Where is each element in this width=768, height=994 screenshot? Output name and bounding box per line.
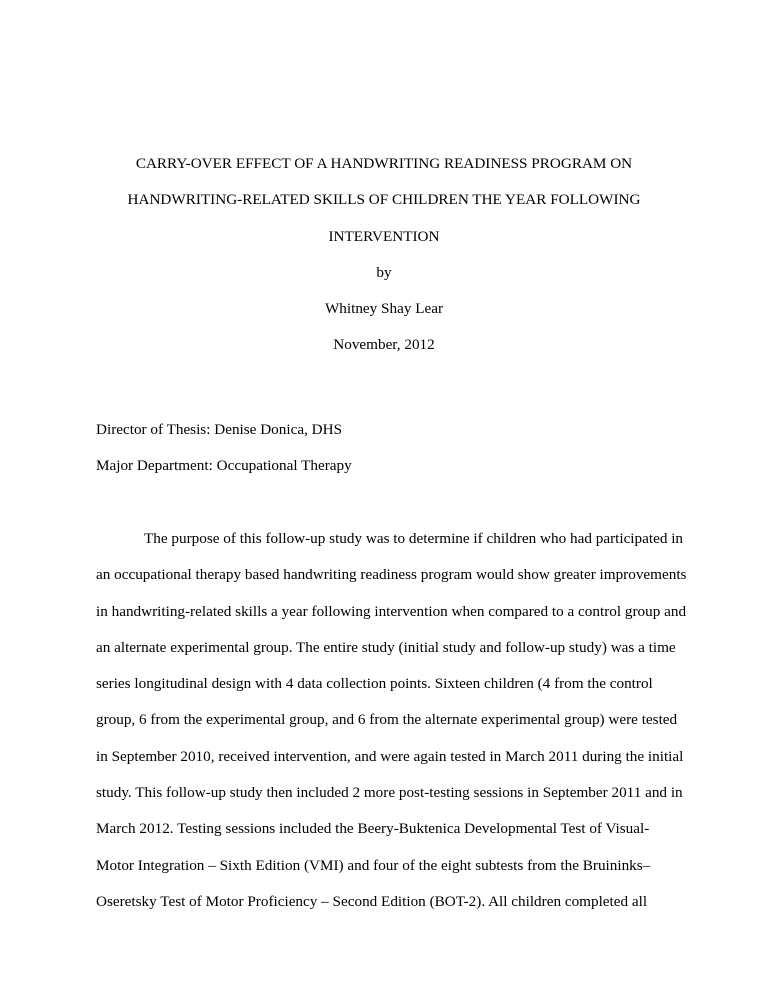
abstract-line: study. This follow-up study then included 2 more post-testing sessions in September 2011 and in <box>96 784 683 802</box>
title-line-3: INTERVENTION <box>328 227 440 245</box>
title-line-1: CARRY-OVER EFFECT OF A HANDWRITING READINESS PROGRAM ON <box>135 155 633 172</box>
abstract-line: March 2012. Testing sessions included the Beery-Buktenica Developmental Test of Visual- <box>96 820 650 838</box>
abstract-line: in September 2010, received intervention, and were again tested in March 2011 during the initial <box>96 747 684 765</box>
abstract-line: in handwriting-related skills a year following intervention when compared to a control group and <box>96 602 687 620</box>
abstract-line: an alternate experimental group. The entire study (initial study and follow-up study) was a time <box>96 638 676 656</box>
thesis-director: Director of Thesis: Denise Donica, DHS <box>96 421 343 438</box>
abstract-line: Motor Integration – Sixth Edition (VMI) and four of the eight subtests from the Bruininks– <box>96 856 651 874</box>
abstract-line: The purpose of this follow-up study was to determine if children who had participated in <box>144 530 684 547</box>
document-date: November, 2012 <box>333 336 435 354</box>
by-line: by <box>376 263 392 281</box>
abstract-paragraph <box>96 521 686 920</box>
title-line-2: HANDWRITING-RELATED SKILLS OF CHILDREN THE YEAR FOLLOWING <box>127 191 641 209</box>
abstract-line: an occupational therapy based handwriting readiness program would show greater improvements <box>96 566 687 584</box>
author-name: Whitney Shay Lear <box>324 300 444 318</box>
title-page-header <box>96 146 672 364</box>
abstract-line: group, 6 from the experimental group, and 6 from the alternate experimental group) were tested <box>96 711 678 729</box>
abstract-line: series longitudinal design with 4 data collection points. Sixteen children (4 from the control <box>96 675 653 693</box>
abstract-line: Oseretsky Test of Motor Proficiency – Second Edition (BOT-2). All children completed all <box>96 892 648 910</box>
thesis-info <box>96 412 696 485</box>
major-department: Major Department: Occupational Therapy <box>96 457 352 475</box>
